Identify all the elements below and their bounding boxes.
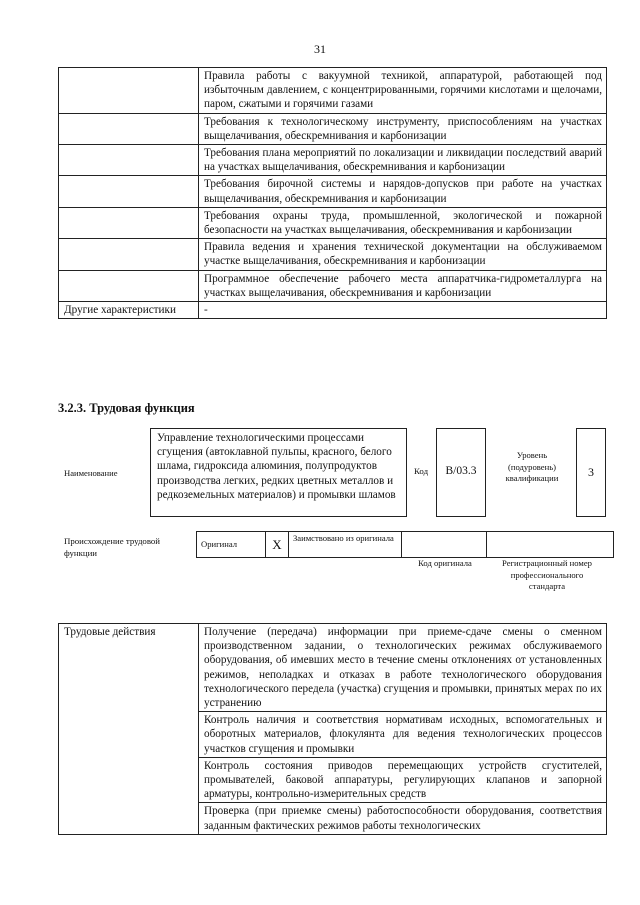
- origin-table: [196, 531, 614, 558]
- action-text: Контроль состояния приводов перемещающих устройств сгустителей, промывателей, баковой аппаратуры, регулирующих клапанов и запорной арматуры, контрольно-измерительных средств: [199, 757, 607, 803]
- qualification-level-box: 3: [576, 428, 606, 517]
- borrowed-label: Заимствовано из оригинала: [289, 532, 402, 558]
- table-row: [59, 176, 607, 207]
- qualification-level-label: Уровень (подуровень) квалификации: [505, 450, 559, 483]
- action-text: Проверка (при приемке смены) работоспособности оборудования, соответствия заданным фактических режимов работы технологических: [199, 803, 607, 834]
- original-mark: X: [266, 532, 289, 558]
- table-row: [59, 624, 607, 712]
- row-text: Требования к технологическому инструменту, приспособлениям на участках выщелачивания, обескремнивания и карбонизации: [199, 113, 607, 144]
- row-label: [59, 145, 199, 176]
- reg-number-cell: [487, 532, 614, 558]
- table-row: [59, 239, 607, 270]
- code-original-label: Код оригинала: [418, 558, 472, 568]
- knowledge-table: [58, 67, 607, 319]
- row-text: Правила ведения и хранения технической документации на обслуживаемом участке выщелачивания, обескремнивания и карбонизации: [199, 239, 607, 270]
- table-row: [59, 113, 607, 144]
- original-label: Оригинал: [197, 532, 266, 558]
- table-row: [59, 270, 607, 301]
- section-heading: 3.2.3. Трудовая функция: [58, 401, 195, 415]
- row-label: [59, 113, 199, 144]
- table-row: [59, 207, 607, 238]
- function-name-box: Управление технологическими процессами сгущения (автоклавной пульпы, красного, белого шлама, гидроксида алюминия, полупродуктов производства легких, редких цветных металлов и редкоземельных материалов) и промывки шламов: [150, 428, 407, 517]
- row-label: [59, 207, 199, 238]
- page-number: 31: [314, 42, 326, 56]
- actions-label: Трудовые действия: [59, 624, 199, 835]
- row-text: -: [199, 302, 607, 319]
- name-label: Наименование: [64, 468, 118, 478]
- row-text: Требования бирочной системы и нарядов-допусков при работе на участках выщелачивания, обескремнивания и карбонизации: [199, 176, 607, 207]
- table-row: [59, 68, 607, 114]
- code-original-cell: [402, 532, 487, 558]
- row-text: Требования охраны труда, промышленной, экологической и пожарной безопасности на участках выщелачивания, обескремнивания и карбонизации: [199, 207, 607, 238]
- row-label: [59, 270, 199, 301]
- origin-label: Происхождение трудовой функции: [64, 536, 161, 558]
- table-row: [59, 145, 607, 176]
- reg-number-label: Регистрационный номер профессионального стандарта: [502, 558, 592, 591]
- table-row: [59, 302, 607, 319]
- row-label: [59, 176, 199, 207]
- row-text: Программное обеспечение рабочего места аппаратчика-гидрометаллурга на участках выщелачивания, обескремнивания и карбонизации: [199, 270, 607, 301]
- row-label: [59, 68, 199, 114]
- code-value-box: B/03.3: [436, 428, 486, 517]
- row-text: Правила работы с вакуумной техникой, аппаратурой, работающей под избыточным давлением, с концентрированными, горячими кислотами и щелочами, паром, сжатыми и горячими газами: [199, 68, 607, 114]
- code-label: Код: [414, 466, 429, 476]
- action-text: Получение (передача) информации при приеме-сдаче смены о сменном производственном задании, о технологических режимах обслуживаемого оборудования, об имевших место в течение смены отклонениях от установленных режимов, неполадках и отказах в работе технологического оборудования технологического передела (участка) сгущения и промывки, принятых мерах по их устранению: [199, 624, 607, 712]
- action-text: Контроль наличия и соответствия нормативам исходных, вспомогательных и оборотных материалов, флокулянта для ведения технологических процессов участков сгущения и промывки: [199, 712, 607, 758]
- table-row: [197, 532, 614, 558]
- row-label: [59, 239, 199, 270]
- actions-table: [58, 623, 607, 835]
- row-label-other: Другие характеристики: [59, 302, 199, 319]
- row-text: Требования плана мероприятий по локализации и ликвидации последствий аварий на участках выщелачивания, обескремнивания и карбонизации: [199, 145, 607, 176]
